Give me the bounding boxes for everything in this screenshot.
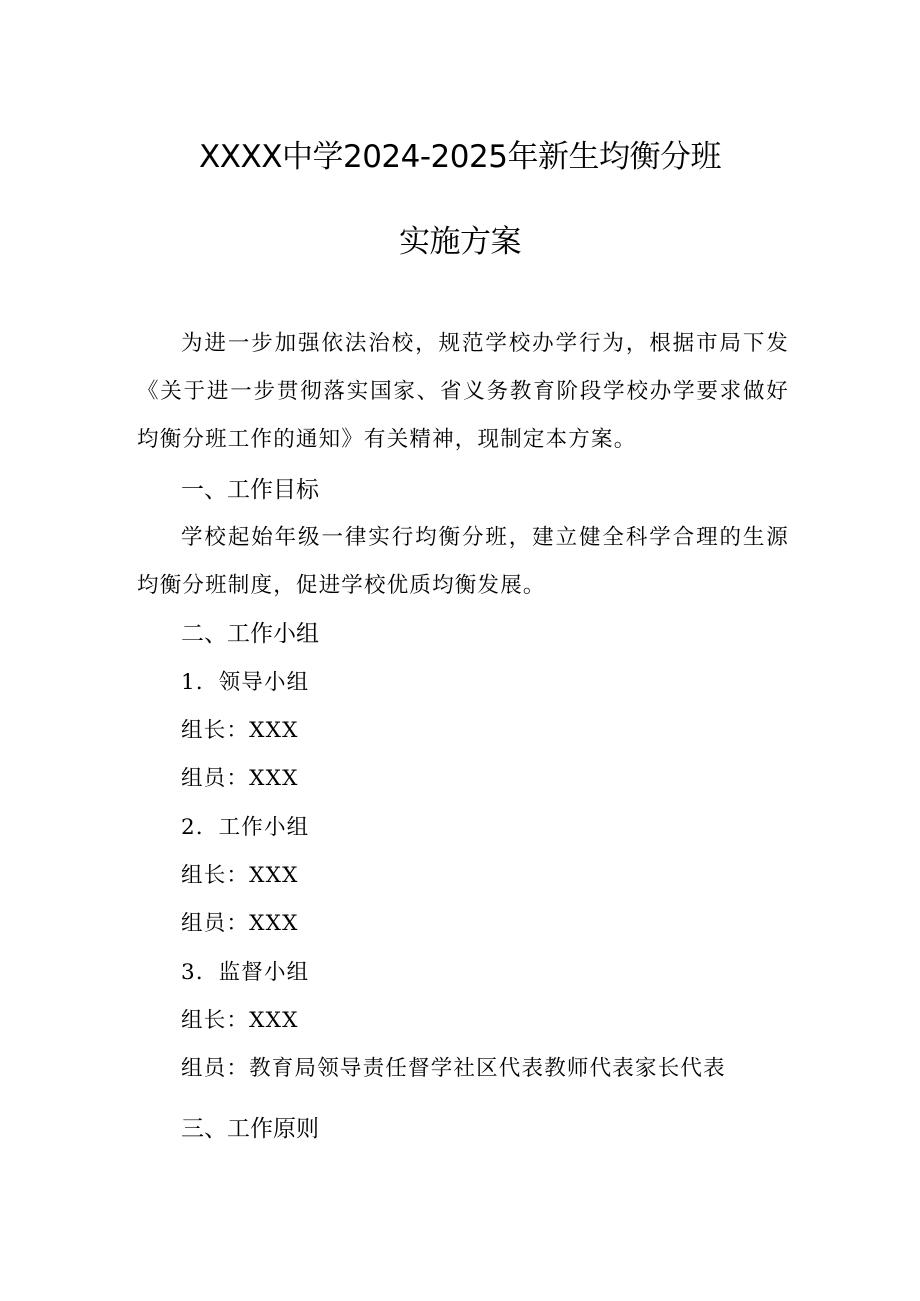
supervision-members: 组员：教育局领导责任督学社区代表教师代表家长代表: [181, 1056, 726, 1081]
section-heading-principles: 三、工作原则: [181, 1116, 319, 1142]
section-heading-groups: 二、工作小组: [181, 621, 319, 647]
group-title-supervision: 3．监督小组: [181, 960, 310, 985]
section-heading-goal: 一、工作目标: [181, 477, 319, 503]
document-title-line-1: XXXX中学2024-2025年新生均衡分班: [199, 139, 721, 175]
working-leader: 组长：XXX: [181, 863, 299, 888]
intro-paragraph: 为进一步加强依法治校，规范学校办学行为，根据市局下发《关于进一步贯彻落实国家、省义务教育阶段学校办学要求做好均衡分班工作的通知》有关精神，现制定本方案。: [137, 331, 789, 452]
working-members: 组员：XXX: [181, 911, 299, 936]
goal-paragraph: 学校起始年级一律实行均衡分班，建立健全科学合理的生源均衡分班制度，促进学校优质均衡发展。: [137, 525, 789, 598]
document-title-line-2: 实施方案: [399, 224, 521, 260]
supervision-leader: 组长：XXX: [181, 1008, 299, 1033]
leadership-leader: 组长：XXX: [181, 718, 299, 743]
group-title-working: 2．工作小组: [181, 815, 310, 840]
group-title-leadership: 1．领导小组: [181, 670, 310, 695]
leadership-members: 组员：XXX: [181, 766, 299, 791]
